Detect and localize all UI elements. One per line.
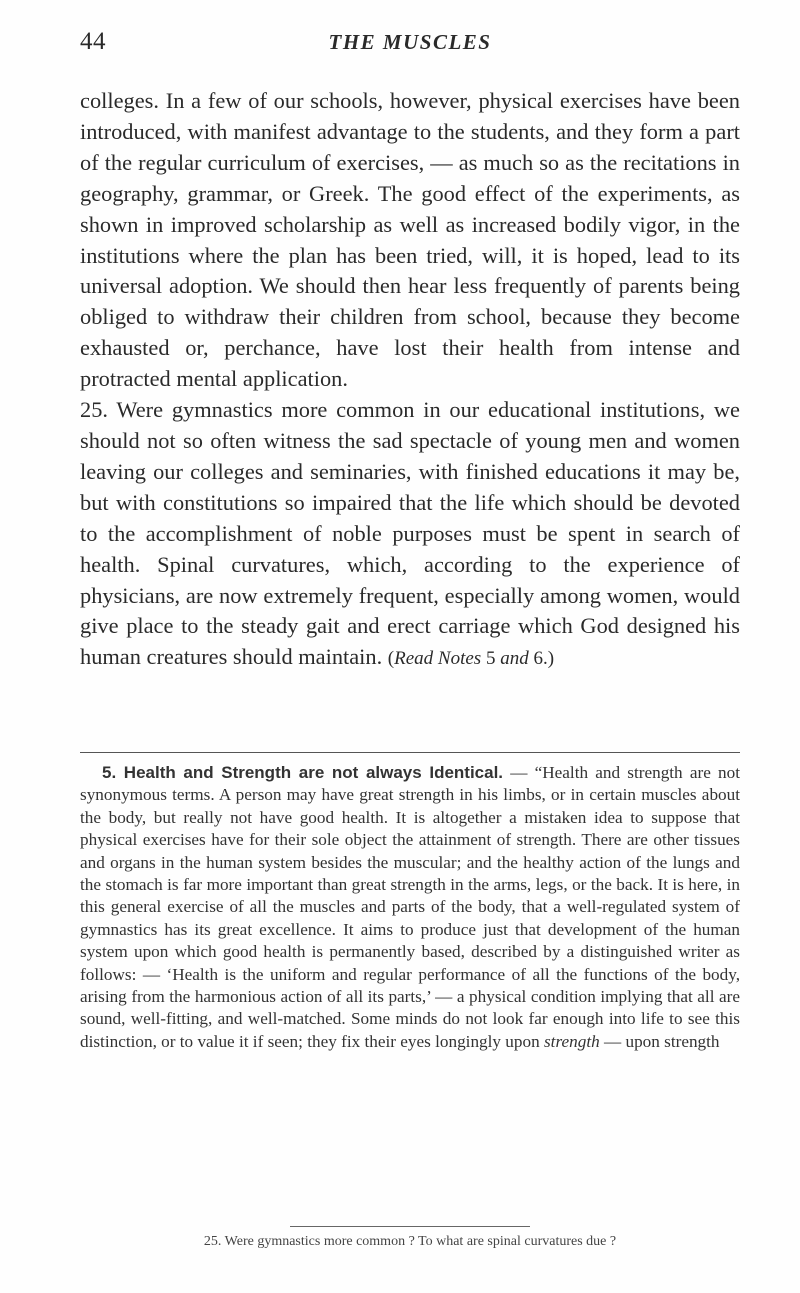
notes-reference (388, 648, 554, 669)
footnote-text-end: — upon strength (603, 1031, 720, 1051)
footnote-paragraph (80, 762, 740, 1053)
page-header (80, 18, 740, 58)
running-head: THE MUSCLES (328, 30, 492, 54)
footnote-heading: 5. Health and Strength are not always Identical. (102, 763, 504, 782)
ref-and: and (500, 648, 529, 670)
note-divider (80, 752, 740, 753)
main-text (80, 86, 740, 675)
ref-close: 6.) (533, 648, 555, 670)
ref-open-paren: ( (387, 648, 395, 670)
footnote-emphasis: strength (543, 1031, 600, 1051)
page-number: 44 (80, 28, 106, 55)
paragraph-2 (80, 395, 740, 675)
ref-notes: Notes (437, 648, 482, 670)
ref-number: 5 (485, 648, 496, 670)
paragraph-1: colleges. In a few of our schools, however, physical exercises have been introduced, with manifest advantage to the students, and they form a part of the regular curriculum of exercises, — as much so as the recitations in geography, grammar, or Greek. The good effect of the experiments, as shown in improved scholarship as well as increased bodily vigor, in the institutions where the plan has been tried, will, it is hoped, lead to its universal adoption. We should then hear less frequently of parents being obliged to withdraw their children from school, because they become exhausted or, perchance, have lost their health from intense and protracted mental application. (80, 88, 740, 392)
footnote-5 (80, 762, 740, 1053)
paragraph-number: 25. (80, 397, 108, 423)
review-question: 25. Were gymnastics more common ? To what are spinal curvatures due ? (203, 1234, 617, 1249)
ref-read: Read (394, 648, 434, 670)
paragraph-2-text: Were gymnastics more common in our educational institutions, we should not so often witness the sad spectacle of young men and women leaving our colleges and seminaries, with finished educations it may be, but with constitutions so impaired that the life which should be devoted to the accomplishment of noble purposes must be spent in search of health. Spinal curvatures, which, according to the experience of physicians, are now extremely frequent, especially among women, would give place to the steady gait and erect carriage which God designed his human creatures should maintain. (80, 397, 740, 670)
question-divider (290, 1226, 530, 1227)
footnote-text: — “Health and strength are not synonymous terms. A person may have great strength in his limbs, or in certain muscles about the body, but really not have good health. It is altogether a mistaken idea to suppose that physical exercises have for their sole object the attainment of strength. There are other tissues and organs in the human system besides the muscular; and the healthy action of the lungs and the stomach is far more important than great strength in the arms, legs, or the back. It is here, in this general exercise of all the muscles and parts of the body, that a well-regulated system of gymnastics has its great excellence. It aims to produce just that development of the human system upon which good health is permanently based, described by a distinguished writer as follows: — ‘Health is the uniform and regular performance of all the functions of the body, arising from the harmonious action of all its parts,’ — a physical condition implying that all are sound, well-fitting, and well-matched. Some minds do not look far enough into life to see this distinction, or to value it if seen; they fix their eyes longingly upon (80, 763, 740, 1051)
